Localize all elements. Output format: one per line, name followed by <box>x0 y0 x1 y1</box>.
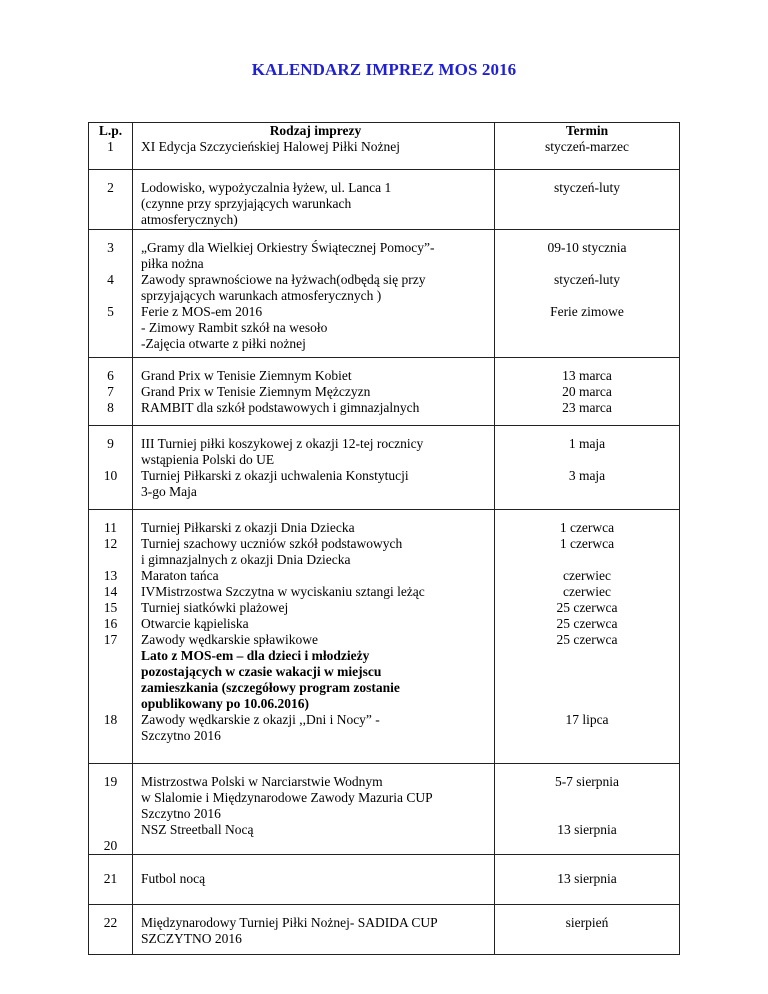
event-text: Turniej szachowy uczniów szkół podstawowych <box>141 536 403 551</box>
lp-cell <box>89 230 133 358</box>
event-text: XI Edycja Szczycieńskiej Halowej Piłki Nożnej <box>141 139 401 154</box>
row-number: 11 <box>104 520 117 535</box>
event-date: czerwiec <box>563 584 611 599</box>
header-termin: Termin <box>565 123 609 138</box>
table-row <box>89 426 680 510</box>
row-number: 1 <box>107 139 114 154</box>
date-cell <box>495 426 680 510</box>
event-cell <box>133 426 495 510</box>
date-cell <box>495 510 680 764</box>
event-text: Zawody sprawnościowe na łyżwach(odbędą się przy <box>141 272 426 287</box>
row-number: 10 <box>103 468 118 483</box>
event-text: NSZ Streetball Nocą <box>141 822 254 837</box>
event-text: Turniej siatkówki plażowej <box>141 600 289 615</box>
event-text: wstąpienia Polski do UE <box>141 452 275 467</box>
event-text: Otwarcie kąpieliska <box>141 616 249 631</box>
summer-program-text: zamieszkania (szczegółowy program zostanie <box>141 680 400 695</box>
date-cell <box>495 905 680 955</box>
events-table <box>88 122 680 955</box>
lp-cell <box>89 764 133 855</box>
event-date: 13 sierpnia <box>557 822 617 837</box>
row-number: 18 <box>103 712 118 727</box>
table-row <box>89 905 680 955</box>
date-cell <box>495 358 680 426</box>
event-text: Zawody wędkarskie spławikowe <box>141 632 318 647</box>
summer-program-text: Lato z MOS-em – dla dzieci i młodzieży <box>141 648 370 663</box>
row-number: 22 <box>103 915 118 930</box>
event-text: Szczytno 2016 <box>141 806 221 821</box>
event-date: 09-10 stycznia <box>547 240 627 255</box>
event-text: Grand Prix w Tenisie Ziemnym Mężczyzn <box>141 384 371 399</box>
header-rodzaj: Rodzaj imprezy <box>269 123 362 138</box>
lp-cell <box>89 170 133 230</box>
date-cell <box>495 230 680 358</box>
event-cell <box>133 123 495 170</box>
row-number: 9 <box>107 436 114 451</box>
date-cell <box>495 855 680 905</box>
event-date: 17 lipca <box>565 712 609 727</box>
event-date: 13 marca <box>562 368 612 383</box>
event-text: Turniej Piłkarski z okazji Dnia Dziecka <box>141 520 355 535</box>
event-cell <box>133 855 495 905</box>
lp-cell <box>89 358 133 426</box>
row-number: 7 <box>107 384 114 399</box>
event-text: Zawody wędkarskie z okazji ,,Dni i Nocy” - <box>141 712 380 727</box>
event-date: 20 marca <box>562 384 612 399</box>
event-date: Ferie zimowe <box>550 304 624 319</box>
event-cell <box>133 764 495 855</box>
event-date: styczeń-marzec <box>545 139 629 154</box>
event-text: Międzynarodowy Turniej Piłki Nożnej- SADIDA CUP <box>141 915 438 930</box>
event-text: Maraton tańca <box>141 568 219 583</box>
event-date: 5-7 sierpnia <box>554 774 620 789</box>
event-date: 25 czerwca <box>556 616 618 631</box>
row-number: 19 <box>103 774 118 789</box>
row-number: 15 <box>103 600 118 615</box>
event-text: „Gramy dla Wielkiej Orkiestry Świątecznej Pomocy”- <box>141 240 435 255</box>
event-text: Futbol nocą <box>141 871 206 886</box>
row-number: 17 <box>103 632 118 647</box>
lp-cell <box>89 855 133 905</box>
row-number: 5 <box>107 304 114 319</box>
event-date: 25 czerwca <box>556 632 618 647</box>
row-number: 13 <box>103 568 118 583</box>
event-text: sprzyjających warunkach atmosferycznych ) <box>141 288 382 303</box>
date-cell <box>495 123 680 170</box>
event-date: 1 czerwca <box>559 520 615 535</box>
summer-program-text: opublikowany po 10.06.2016) <box>141 696 310 711</box>
row-number: 20 <box>103 838 118 853</box>
summer-program-text: pozostających w czasie wakacji w miejscu <box>141 664 382 679</box>
date-cell <box>495 170 680 230</box>
event-cell <box>133 230 495 358</box>
date-cell <box>495 764 680 855</box>
event-text: - Zimowy Rambit szkół na wesoło <box>141 320 328 335</box>
row-number: 4 <box>107 272 114 287</box>
event-date: sierpień <box>565 915 609 930</box>
event-date: 1 czerwca <box>559 536 615 551</box>
row-number: 3 <box>107 240 114 255</box>
table-row <box>89 764 680 855</box>
event-text: IVMistrzostwa Szczytna w wyciskaniu sztangi leżąc <box>141 584 425 599</box>
page-title: KALENDARZ IMPREZ MOS 2016 <box>251 60 517 79</box>
event-text: piłka nożna <box>141 256 204 271</box>
row-number: 21 <box>103 871 118 886</box>
event-date: styczeń-luty <box>554 180 620 195</box>
row-number: 12 <box>103 536 118 551</box>
event-cell <box>133 358 495 426</box>
event-text: III Turniej piłki koszykowej z okazji 12-tej rocznicy <box>141 436 424 451</box>
table-row <box>89 170 680 230</box>
event-text: RAMBIT dla szkół podstawowych i gimnazjalnych <box>141 400 420 415</box>
table-row <box>89 855 680 905</box>
event-date: 1 maja <box>568 436 606 451</box>
row-number: 14 <box>103 584 118 599</box>
lp-cell <box>89 510 133 764</box>
event-date: czerwiec <box>563 568 611 583</box>
row-number: 16 <box>103 616 118 631</box>
event-cell <box>133 170 495 230</box>
event-text: 3-go Maja <box>141 484 197 499</box>
event-text: w Slalomie i Międzynarodowe Zawody Mazuria CUP <box>141 790 433 805</box>
lp-cell <box>89 123 133 170</box>
event-cell <box>133 905 495 955</box>
lp-cell <box>89 426 133 510</box>
event-text: Szczytno 2016 <box>141 728 221 743</box>
table-row <box>89 358 680 426</box>
table-row <box>89 230 680 358</box>
event-cell <box>133 510 495 764</box>
event-text: Turniej Piłkarski z okazji uchwalenia Konstytucji <box>141 468 409 483</box>
event-date: styczeń-luty <box>554 272 620 287</box>
event-text: SZCZYTNO 2016 <box>141 931 242 946</box>
event-text: Ferie z MOS-em 2016 <box>141 304 263 319</box>
lp-cell <box>89 905 133 955</box>
event-text: -Zajęcia otwarte z piłki nożnej <box>141 336 306 351</box>
event-text: Lodowisko, wypożyczalnia łyżew, ul. Lanca 1 <box>141 180 392 195</box>
row-number: 8 <box>107 400 114 415</box>
header-lp: L.p. <box>98 123 123 138</box>
row-number: 2 <box>107 180 114 195</box>
table-row <box>89 510 680 764</box>
event-text: Grand Prix w Tenisie Ziemnym Kobiet <box>141 368 352 383</box>
event-date: 25 czerwca <box>556 600 618 615</box>
event-date: 13 sierpnia <box>557 871 617 886</box>
event-text: (czynne przy sprzyjających warunkach <box>141 196 352 211</box>
event-text: i gimnazjalnych z okazji Dnia Dziecka <box>141 552 351 567</box>
event-text: Mistrzostwa Polski w Narciarstwie Wodnym <box>141 774 383 789</box>
event-text: atmosferycznych) <box>141 212 238 227</box>
row-number: 6 <box>107 368 114 383</box>
event-date: 3 maja <box>568 468 606 483</box>
event-date: 23 marca <box>562 400 612 415</box>
table-row <box>89 123 680 170</box>
